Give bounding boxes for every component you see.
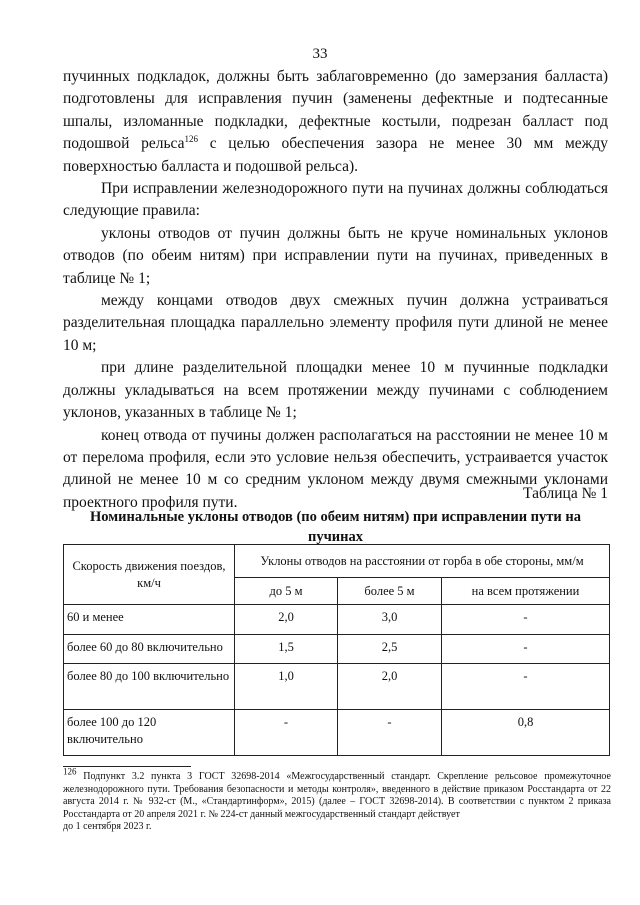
row-speed: 60 и менее <box>64 605 235 635</box>
paragraph-continuation-start: пучинных подкладок, должны быть заблаговременно (до замерзания балласта) подготовлены для исправления пучин (заменены дефектные и подтесанные шпалы, изломанные подкладки, дефектные костыли, подрезан балласт под подошвой рельса <box>63 68 608 153</box>
row-value-up-to-5m: 1,5 <box>235 635 338 664</box>
paragraph-continuation <box>63 66 608 178</box>
footnote-text-end: до 1 сентября 2023 г. <box>63 821 152 832</box>
table-label: Таблица № 1 <box>523 485 608 502</box>
rule-profile-break: конец отвода от пучины должен располагаться на расстоянии не менее 10 м от перелома профиля, если это условие нельзя обеспечить, устраивается участок длиной не менее 10 м со средним уклоном между двумя смежными уклонами проектного профиля пути. <box>63 426 608 511</box>
subheader-over-5m: более 5 м <box>338 578 442 605</box>
header-slopes: Уклоны отводов на расстоянии от горба в обе стороны, мм/м <box>235 545 610 578</box>
row-value-full-length: - <box>442 664 610 710</box>
rule-slopes: уклоны отводов от пучин должны быть не круче номинальных уклонов отводов (по обеим нитям) при исправлении пути на пучинах, приведенных в таблице № 1; <box>63 224 608 287</box>
row-value-full-length: - <box>442 635 610 664</box>
table-row <box>64 635 610 664</box>
rule-short-platform: при длине разделительной площадки менее 10 м пучинные подкладки должны укладываться на всем протяжении между пучинами с соблюдением уклонов, указанных в таблице № 1; <box>63 359 608 422</box>
row-value-over-5m: 2,0 <box>338 664 442 710</box>
footnote-marker: 126 <box>63 766 77 777</box>
table-row <box>64 605 610 635</box>
header-speed: Скорость движения поездов, км/ч <box>64 545 235 605</box>
row-value-up-to-5m: 2,0 <box>235 605 338 635</box>
rule-separation-platform: между концами отводов двух смежных пучин должна устраиваться разделительная площадка параллельно элементу профиля пути длиной не менее 10 м; <box>63 292 608 354</box>
row-speed: более 60 до 80 включительно <box>64 635 235 664</box>
row-speed: более 80 до 100 включительно <box>64 664 235 710</box>
row-value-full-length: 0,8 <box>442 710 610 756</box>
row-value-over-5m: 3,0 <box>338 605 442 635</box>
body-text <box>63 66 608 514</box>
row-value-full-length: - <box>442 605 610 635</box>
paragraph-rules-intro: При исправлении железнодорожного пути на пучинах должны соблюдаться следующие правила: <box>63 180 608 220</box>
footnote-body: Подпункт 3.2 пункта 3 ГОСТ 32698-2014 «Межгосударственный стандарт. Скрепление рельсовое промежуточное железнодорожного пути. Требования безопасности и методы контроля», введенного в действие приказом Росстандарта от 22 августа 2014 г. № 932-ст (М., «Стандартинформ», 2015) (далее – ГОСТ 32698-2014). В соответствии с пунктом 2 приказа Росстандарта от 20 апреля 2021 г. № 224-ст данный межгосударственный стандарт действует <box>63 771 611 820</box>
row-value-up-to-5m: 1,0 <box>235 664 338 710</box>
footnote-text <box>63 766 611 821</box>
table-row <box>64 710 610 756</box>
table-row <box>64 664 610 710</box>
row-value-up-to-5m: - <box>235 710 338 756</box>
table-caption: Номинальные уклоны отводов (по обеим нитям) при исправлении пути на пучинах <box>89 509 581 545</box>
row-speed: более 100 до 120 включительно <box>64 710 235 756</box>
subheader-full-length: на всем протяжении <box>442 578 610 605</box>
slopes-table <box>63 544 610 756</box>
paragraph-continuation-end: с целью обеспечения зазора не менее 30 мм между поверхностью балласта и подошвой рельса). <box>63 135 608 175</box>
subheader-up-to-5m: до 5 м <box>235 578 338 605</box>
row-value-over-5m: 2,5 <box>338 635 442 664</box>
row-value-over-5m: - <box>338 710 442 756</box>
footnote-divider <box>63 766 191 767</box>
page-number: 33 <box>312 46 328 62</box>
footnote <box>63 766 611 834</box>
footnote-reference: 126 <box>184 134 199 145</box>
